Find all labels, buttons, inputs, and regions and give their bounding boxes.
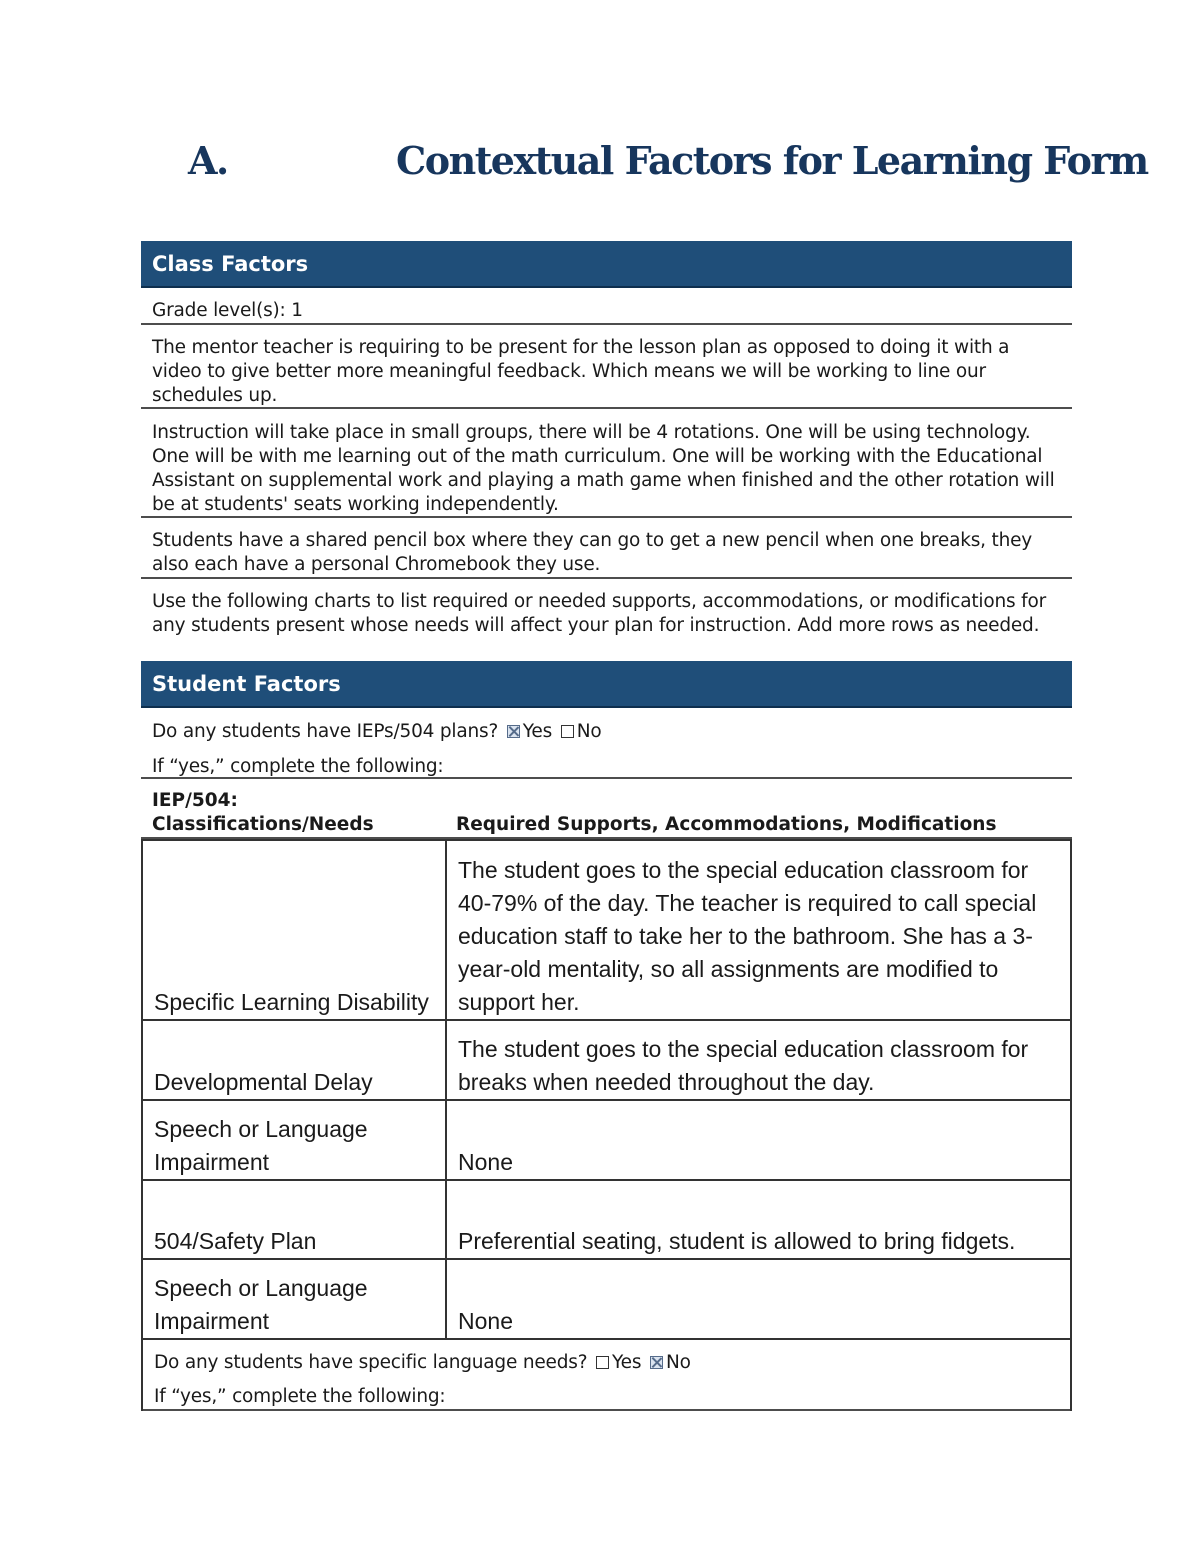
language-no-checkbox[interactable]	[650, 1356, 663, 1369]
iep-no-checkbox[interactable]	[561, 725, 574, 738]
table-row	[142, 1180, 1071, 1259]
form-content	[141, 241, 1072, 1411]
class-factors-heading: Class Factors	[141, 241, 1072, 288]
iep-yes-label: Yes	[522, 721, 553, 742]
iep-question-row	[141, 708, 1072, 745]
classification-cell: 504/Safety Plan	[142, 1180, 446, 1259]
table-row	[142, 1020, 1071, 1100]
form-title: Contextual Factors for Learning Form	[396, 138, 1148, 183]
supports-cell: None	[446, 1259, 1071, 1339]
classification-cell: Developmental Delay	[142, 1020, 446, 1100]
section-number: A.	[188, 138, 228, 183]
col-header-supports: Required Supports, Accommodations, Modifications	[456, 814, 997, 835]
language-needs-section	[141, 1340, 1072, 1411]
language-yes-checkbox[interactable]	[596, 1356, 609, 1369]
class-factor-instructions: Use the following charts to list required or needed supports, accommodations, or modifications for any students present whose needs will affect your plan for instruction. Add more rows as needed.	[152, 591, 1046, 636]
col-header-classifications	[141, 779, 445, 837]
iep-question: Do any students have IEPs/504 plans?	[152, 721, 499, 742]
table-row	[142, 1259, 1071, 1339]
page-title	[188, 138, 1148, 188]
if-yes-instruction: If “yes,” complete the following:	[141, 745, 1072, 779]
col-header-line1: IEP/504:	[152, 790, 238, 811]
supports-cell: None	[446, 1100, 1071, 1180]
grade-level: Grade level(s): 1	[141, 288, 1072, 325]
class-factor-paragraph: The mentor teacher is requiring to be present for the lesson plan as opposed to doing it with a video to give better more meaningful feedback. Which means we will be working to line our schedules up.	[141, 325, 1072, 409]
language-question-row	[143, 1340, 1070, 1377]
if-yes-instruction-2: If “yes,” complete the following:	[143, 1377, 1070, 1411]
iep-no-label: No	[576, 721, 602, 742]
class-factor-paragraph: Instruction will take place in small groups, there will be 4 rotations. One will be using technology. One will be with me learning out of the math curriculum. One will be working with the Educational Assistant on supplemental work and playing a math game when finished and the other rotation will be at students' seats working independently.	[141, 409, 1072, 518]
class-factor-paragraph: Students have a shared pencil box where they can go to get a new pencil when one breaks, they also each have a personal Chromebook they use.	[141, 518, 1072, 579]
classification-cell: Speech or Language Impairment	[142, 1100, 446, 1180]
classification-cell: Speech or Language Impairment	[142, 1259, 446, 1339]
table-header	[141, 779, 1072, 839]
supports-cell: The student goes to the special education classroom for 40-79% of the day. The teacher is required to call special education staff to take her to the bathroom. She has a 3-year-old mentality, so all assignments are modified to support her.	[446, 840, 1071, 1020]
language-question: Do any students have specific language needs?	[154, 1352, 588, 1373]
classification-cell: Specific Learning Disability	[142, 840, 446, 1020]
supports-cell: Preferential seating, student is allowed to bring fidgets.	[446, 1180, 1071, 1259]
student-factors-heading: Student Factors	[141, 661, 1072, 708]
table-row	[142, 1100, 1071, 1180]
supports-cell: The student goes to the special education classroom for breaks when needed throughout the day.	[446, 1020, 1071, 1100]
language-no-label: No	[665, 1352, 691, 1373]
col-header-line2: Classifications/Needs	[152, 814, 374, 835]
table-row	[142, 840, 1071, 1020]
iep-yes-checkbox[interactable]	[507, 725, 520, 738]
language-yes-label: Yes	[612, 1352, 642, 1373]
needs-table	[141, 839, 1072, 1340]
